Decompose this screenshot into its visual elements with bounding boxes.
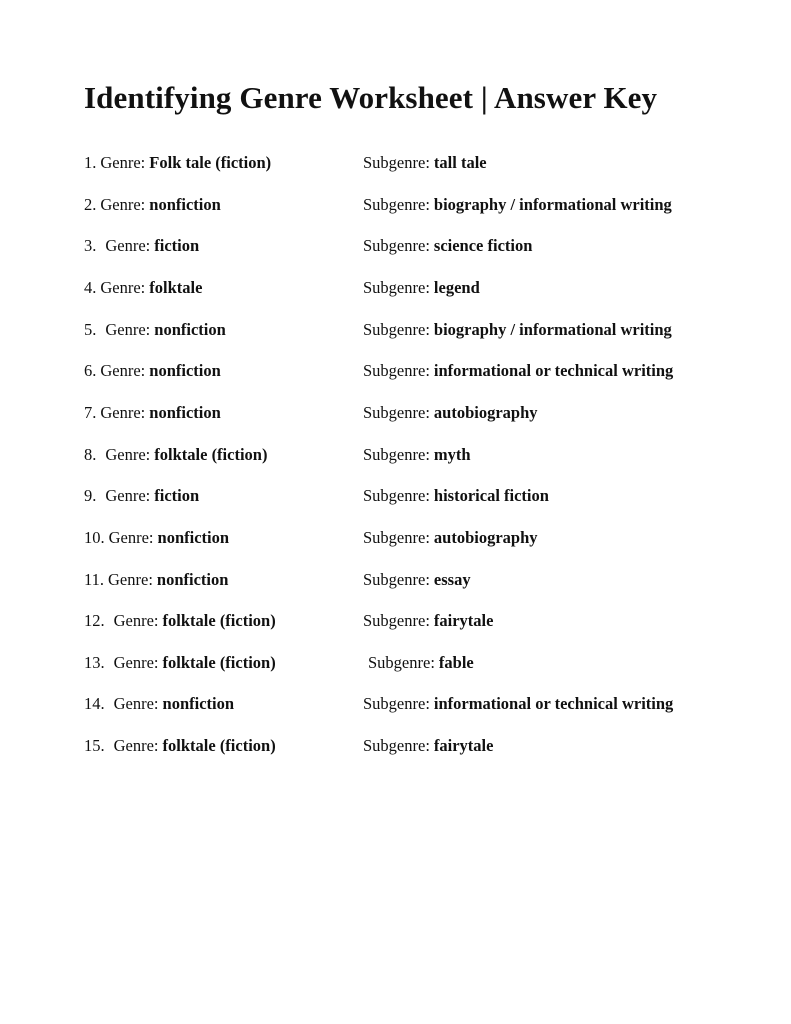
genre-cell xyxy=(84,736,276,756)
subgenre-cell xyxy=(363,320,672,340)
subgenre-cell xyxy=(363,611,493,631)
genre-answer: nonfiction xyxy=(149,194,221,214)
item-number: 12. xyxy=(84,611,105,631)
subgenre-answer: informational or technical writing xyxy=(433,361,674,381)
genre-label: Genre: xyxy=(105,486,151,506)
item-number: 1. xyxy=(84,153,97,172)
genre-answer: nonfiction xyxy=(154,319,226,339)
subgenre-cell xyxy=(363,445,471,465)
genre-cell xyxy=(84,611,276,631)
genre-cell xyxy=(84,153,271,173)
genre-cell xyxy=(84,320,226,340)
genre-label: Genre: xyxy=(113,694,159,714)
subgenre-label: Subgenre: xyxy=(363,402,430,422)
subgenre-cell xyxy=(363,403,538,423)
subgenre-cell xyxy=(368,653,474,673)
genre-label: Genre: xyxy=(100,277,146,297)
subgenre-label: Subgenre: xyxy=(363,277,430,297)
item-number: 7. xyxy=(84,402,97,422)
genre-answer: nonfiction xyxy=(156,569,229,589)
item-number: 8. xyxy=(84,444,97,464)
genre-cell xyxy=(84,278,202,298)
subgenre-cell xyxy=(363,278,480,298)
subgenre-cell xyxy=(363,486,549,506)
subgenre-label: Subgenre: xyxy=(363,236,430,256)
genre-cell xyxy=(84,486,199,506)
subgenre-label: Subgenre: xyxy=(363,527,430,547)
subgenre-answer: informational or technical writing xyxy=(433,694,674,714)
genre-answer: folktale xyxy=(149,277,203,297)
item-number: 9. xyxy=(84,486,97,506)
subgenre-answer: autobiography xyxy=(433,527,538,547)
genre-label: Genre: xyxy=(100,361,146,381)
genre-cell xyxy=(84,445,267,465)
item-number: 15. xyxy=(84,736,105,756)
genre-answer: fiction xyxy=(154,236,200,256)
subgenre-label: Subgenre: xyxy=(363,194,430,214)
subgenre-label: Subgenre: xyxy=(363,319,430,339)
item-number: 14. xyxy=(84,694,105,714)
genre-answer: nonfiction xyxy=(162,694,235,714)
genre-answer: nonfiction xyxy=(149,402,221,422)
genre-cell xyxy=(84,653,276,673)
subgenre-answer: historical fiction xyxy=(433,486,549,506)
genre-label: Genre: xyxy=(100,153,146,172)
subgenre-label: Subgenre: xyxy=(363,153,430,172)
subgenre-answer: fairytale xyxy=(433,736,494,756)
genre-label: Genre: xyxy=(105,236,151,256)
subgenre-answer: autobiography xyxy=(433,402,538,422)
subgenre-label: Subgenre: xyxy=(363,736,430,756)
subgenre-label: Subgenre: xyxy=(363,444,430,464)
subgenre-cell xyxy=(363,236,532,256)
genre-label: Genre: xyxy=(113,611,159,631)
item-number: 11. xyxy=(84,569,105,589)
subgenre-cell xyxy=(363,528,538,548)
genre-answer: Folk tale (fiction) xyxy=(149,153,272,172)
subgenre-label: Subgenre: xyxy=(368,652,435,672)
subgenre-answer: essay xyxy=(433,569,471,589)
subgenre-cell xyxy=(363,195,672,215)
genre-answer: fiction xyxy=(154,486,200,506)
genre-cell xyxy=(84,528,229,548)
genre-label: Genre: xyxy=(108,527,154,547)
genre-label: Genre: xyxy=(105,319,151,339)
item-number: 5. xyxy=(84,319,97,339)
genre-cell xyxy=(84,195,221,215)
genre-cell xyxy=(84,694,234,714)
genre-label: Genre: xyxy=(105,444,151,464)
genre-answer: folktale (fiction) xyxy=(162,652,276,672)
genre-label: Genre: xyxy=(108,569,153,589)
subgenre-answer: tall tale xyxy=(433,153,487,172)
item-number: 10. xyxy=(84,527,105,547)
genre-label: Genre: xyxy=(113,736,159,756)
page-title: Identifying Genre Worksheet | Answer Key xyxy=(84,80,658,115)
subgenre-answer: fairytale xyxy=(433,611,494,631)
genre-answer: folktale (fiction) xyxy=(154,444,268,464)
subgenre-answer: science fiction xyxy=(433,236,533,256)
subgenre-answer: biography / informational writing xyxy=(433,194,672,214)
subgenre-answer: legend xyxy=(433,277,480,297)
item-number: 6. xyxy=(84,361,97,381)
subgenre-answer: biography / informational writing xyxy=(433,319,672,339)
subgenre-cell xyxy=(363,736,493,756)
item-number: 2. xyxy=(84,194,97,214)
subgenre-cell xyxy=(363,570,471,590)
genre-cell xyxy=(84,570,228,590)
subgenre-cell xyxy=(363,153,487,173)
subgenre-answer: fable xyxy=(438,652,474,672)
subgenre-label: Subgenre: xyxy=(363,361,430,381)
subgenre-cell xyxy=(363,694,673,714)
genre-label: Genre: xyxy=(113,652,159,672)
genre-answer: nonfiction xyxy=(157,527,230,547)
genre-answer: nonfiction xyxy=(149,361,221,381)
item-number: 4. xyxy=(84,277,97,297)
genre-cell xyxy=(84,403,221,423)
subgenre-cell xyxy=(363,361,673,381)
genre-label: Genre: xyxy=(100,194,146,214)
item-number: 13. xyxy=(84,652,105,672)
subgenre-label: Subgenre: xyxy=(363,486,430,506)
genre-cell xyxy=(84,236,199,256)
genre-cell xyxy=(84,361,221,381)
subgenre-label: Subgenre: xyxy=(363,694,430,714)
subgenre-answer: myth xyxy=(433,444,471,464)
item-number: 3. xyxy=(84,236,97,256)
subgenre-label: Subgenre: xyxy=(363,569,430,589)
genre-answer: folktale (fiction) xyxy=(162,611,276,631)
genre-label: Genre: xyxy=(100,402,146,422)
subgenre-label: Subgenre: xyxy=(363,611,430,631)
genre-answer: folktale (fiction) xyxy=(162,736,276,756)
